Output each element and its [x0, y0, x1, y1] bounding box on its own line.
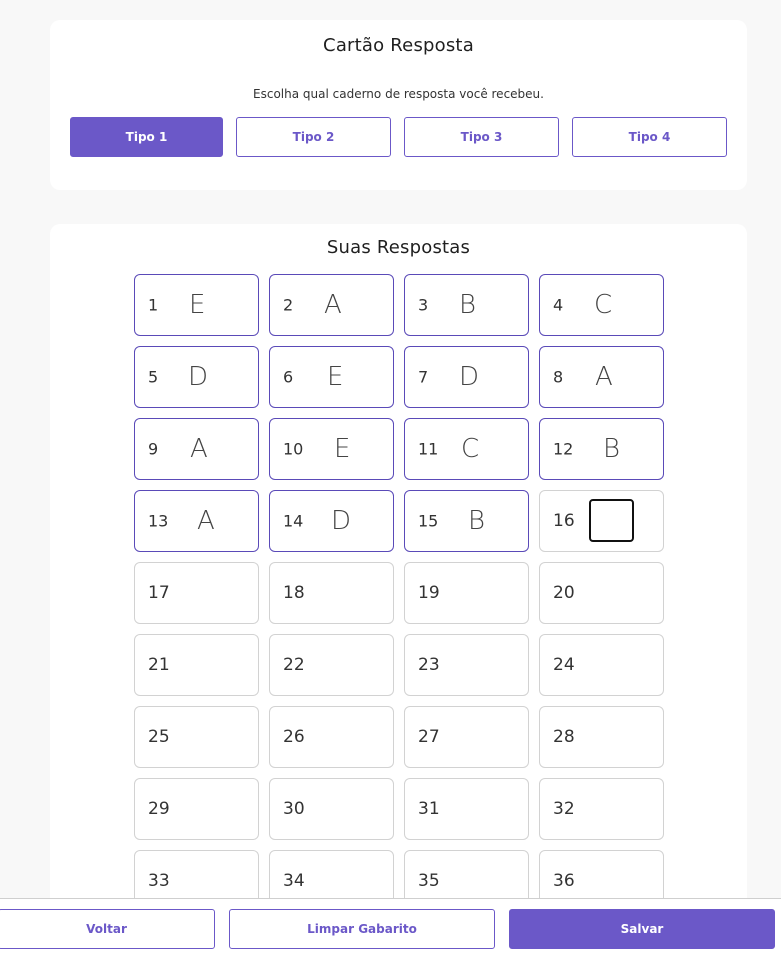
- question-cell[interactable]: [539, 706, 664, 768]
- question-number: 14: [283, 511, 304, 531]
- question-cell[interactable]: [269, 274, 394, 336]
- question-cell[interactable]: [539, 634, 664, 696]
- salvar-button[interactable]: Salvar: [509, 909, 775, 949]
- question-cell[interactable]: [134, 634, 259, 696]
- question-cell[interactable]: [404, 562, 529, 624]
- question-cell[interactable]: [404, 346, 529, 408]
- question-answer: E: [327, 362, 344, 392]
- question-number: 7: [418, 367, 429, 387]
- question-number: 24: [553, 655, 575, 675]
- question-cell[interactable]: [269, 346, 394, 408]
- question-cell[interactable]: [539, 346, 664, 408]
- question-number: 22: [283, 655, 305, 675]
- question-answer: C: [594, 290, 613, 320]
- question-cell[interactable]: [404, 274, 529, 336]
- question-cell[interactable]: [269, 490, 394, 552]
- question-number: 12: [553, 439, 574, 459]
- tipo-4-button[interactable]: Tipo 4: [572, 117, 727, 157]
- question-number: 28: [553, 727, 575, 747]
- question-cell[interactable]: [134, 706, 259, 768]
- question-number: 31: [418, 799, 440, 819]
- question-answer: A: [324, 290, 342, 320]
- question-number: 2: [283, 295, 294, 315]
- question-number: 18: [283, 583, 305, 603]
- question-answer: B: [459, 290, 477, 320]
- question-cell[interactable]: [404, 706, 529, 768]
- question-number: 25: [148, 727, 170, 747]
- answer-grid: [134, 274, 664, 912]
- respostas-card-title: Suas Respostas: [326, 237, 471, 258]
- question-cell[interactable]: [404, 490, 529, 552]
- question-answer: E: [334, 434, 351, 464]
- question-cell[interactable]: [134, 562, 259, 624]
- question-number: 27: [418, 727, 440, 747]
- question-cell[interactable]: [404, 634, 529, 696]
- question-number: 13: [148, 511, 169, 531]
- question-answer: B: [603, 434, 621, 464]
- question-number: 16: [553, 511, 575, 531]
- question-cell[interactable]: [269, 634, 394, 696]
- question-number: 26: [283, 727, 305, 747]
- question-number: 1: [148, 295, 159, 315]
- question-number: 35: [418, 871, 440, 891]
- question-number: 10: [283, 439, 304, 459]
- question-cell[interactable]: [539, 418, 664, 480]
- question-number: 17: [148, 583, 170, 603]
- question-number: 32: [553, 799, 575, 819]
- question-number: 9: [148, 439, 159, 459]
- question-cell[interactable]: [269, 418, 394, 480]
- footer-bar: [0, 898, 781, 958]
- question-cell[interactable]: [404, 778, 529, 840]
- tipo-1-button[interactable]: Tipo 1: [70, 117, 223, 157]
- question-number: 21: [148, 655, 170, 675]
- question-cell[interactable]: [134, 490, 259, 552]
- tipo-card-title: Cartão Resposta: [323, 35, 474, 56]
- question-answer: C: [461, 434, 480, 464]
- question-answer: A: [197, 506, 215, 536]
- question-number: 33: [148, 871, 170, 891]
- question-number: 8: [553, 367, 564, 387]
- question-answer: B: [468, 506, 486, 536]
- question-number: 3: [418, 295, 429, 315]
- question-number: 34: [283, 871, 305, 891]
- question-number: 29: [148, 799, 170, 819]
- voltar-button[interactable]: Voltar: [0, 909, 215, 949]
- question-cell[interactable]: [539, 778, 664, 840]
- respostas-card: [50, 224, 747, 924]
- question-cell[interactable]: [134, 778, 259, 840]
- question-cell[interactable]: [134, 346, 259, 408]
- tipo-3-button[interactable]: Tipo 3: [404, 117, 559, 157]
- tipo-2-button[interactable]: Tipo 2: [236, 117, 391, 157]
- question-cell[interactable]: [269, 778, 394, 840]
- question-answer: D: [188, 362, 209, 392]
- question-cell[interactable]: [539, 562, 664, 624]
- question-number: 5: [148, 367, 159, 387]
- question-number: 11: [418, 439, 439, 459]
- limpar-gabarito-button[interactable]: Limpar Gabarito: [229, 909, 495, 949]
- question-cell[interactable]: [539, 490, 664, 552]
- question-cell[interactable]: [539, 274, 664, 336]
- question-number: 36: [553, 871, 575, 891]
- tipo-card: [50, 20, 747, 190]
- question-number: 15: [418, 511, 439, 531]
- question-cell[interactable]: [269, 706, 394, 768]
- question-answer: A: [595, 362, 613, 392]
- question-number: 4: [553, 295, 564, 315]
- question-answer: E: [189, 290, 206, 320]
- question-number: 6: [283, 367, 294, 387]
- question-cell[interactable]: [404, 418, 529, 480]
- tipo-card-subtitle: Escolha qual caderno de resposta você recebeu.: [253, 87, 544, 101]
- question-answer: D: [459, 362, 480, 392]
- question-number: 20: [553, 583, 575, 603]
- question-number: 19: [418, 583, 440, 603]
- question-answer: D: [331, 506, 352, 536]
- question-cell[interactable]: [134, 418, 259, 480]
- question-cell[interactable]: [134, 274, 259, 336]
- question-cell[interactable]: [269, 562, 394, 624]
- question-answer: A: [190, 434, 208, 464]
- question-number: 30: [283, 799, 305, 819]
- question-number: 23: [418, 655, 440, 675]
- answer-input[interactable]: [589, 499, 634, 542]
